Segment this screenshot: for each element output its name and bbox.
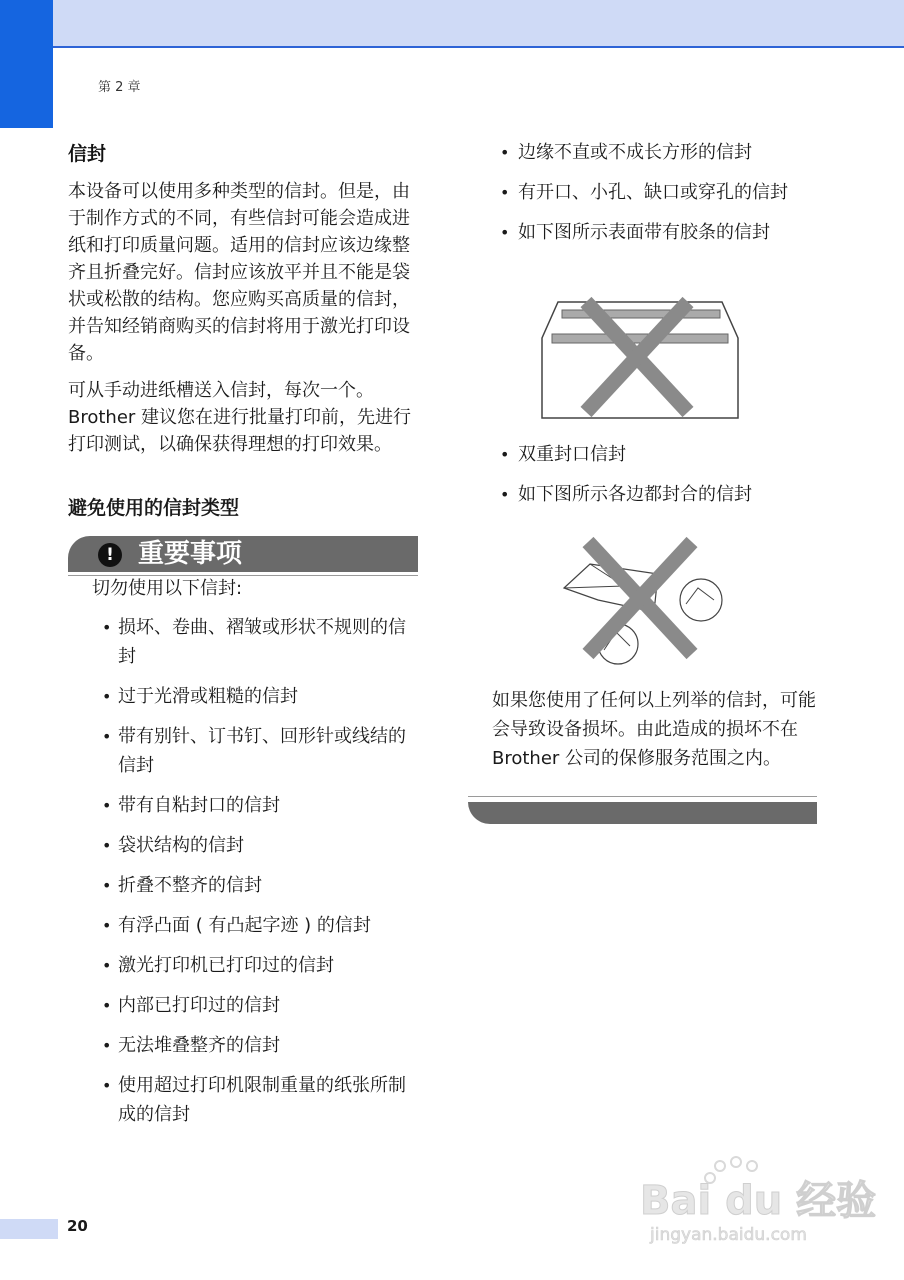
glue-strip-envelope-figure [538,298,742,422]
list-item: • 损坏、卷曲、褶皱或形状不规则的信封 [68,613,418,671]
watermark-url: jingyan.baidu.com [650,1225,807,1245]
list-item: • 双重封口信封 [468,440,818,469]
list-item: • 如下图所示各边都封合的信封 [468,480,818,509]
list-item: • 带有别针、订书钉、回形针或线结的信封 [68,722,418,780]
header-band [0,0,904,48]
intro-paragraph: 本设备可以使用多种类型的信封。但是，由于制作方式的不同，有些信封可能会造成进纸和打印质量问题。适用的信封应该边缘整齐且折叠完好。信封应该放平并且不能是袋状或松散的结构。您应购买高质量的信封，并告知经销商购买的信封将用于激光打印设备。 [68,181,410,364]
list-item: • 如下图所示表面带有胶条的信封 [468,218,818,247]
list-item: • 有开口、小孔、缺口或穿孔的信封 [468,178,818,207]
exclamation-icon: ! [98,543,122,567]
detail-circle [680,579,722,621]
page-number: 20 [67,1217,88,1235]
list-item: • 使用超过打印机限制重量的纸张所制成的信封 [68,1071,418,1129]
left-column [68,140,418,1129]
right-column [468,138,818,769]
list-item: • 边缘不直或不成长方形的信封 [468,138,818,167]
note-end-bar [468,802,817,824]
avoid-list-more [468,440,818,509]
sealed-envelope-figure [558,538,738,668]
list-item: • 无法堆叠整齐的信封 [68,1031,418,1060]
avoid-list [68,613,418,1129]
subsection-title: 避免使用的信封类型 [68,497,240,519]
section-title: 信封 [68,143,107,165]
glue-strip [552,334,728,343]
avoid-list-continued [468,138,818,247]
important-banner [68,536,418,572]
important-title: 重要事项 [138,539,243,569]
list-item: • 有浮凸面 ( 有凸起字迹 ) 的信封 [68,911,418,940]
list-item: • 折叠不整齐的信封 [68,871,418,900]
chapter-tab [0,0,53,128]
list-item: • 激光打印机已打印过的信封 [68,951,418,980]
baidu-watermark [640,1160,877,1260]
watermark-brand: Bai du 经验 [640,1178,877,1224]
chapter-label: 第 2 章 [98,80,141,95]
important-intro: 切勿使用以下信封: [92,578,243,599]
list-item: • 带有自粘封口的信封 [68,791,418,820]
damage-note: 如果您使用了任何以上列举的信封，可能会导致设备损坏。由此造成的损坏不在 Brother 公司的保修服务范围之内。 [492,690,816,769]
feed-paragraph: 可从手动进纸槽送入信封，每次一个。 Brother 建议您在进行批量打印前，先进行打印测试，以确保获得理想的打印效果。 [68,380,412,455]
list-item: • 过于光滑或粗糙的信封 [68,682,418,711]
list-item: • 袋状结构的信封 [68,831,418,860]
note-rule [468,796,817,797]
list-item: • 内部已打印过的信封 [68,991,418,1020]
page-tab [0,1219,58,1239]
